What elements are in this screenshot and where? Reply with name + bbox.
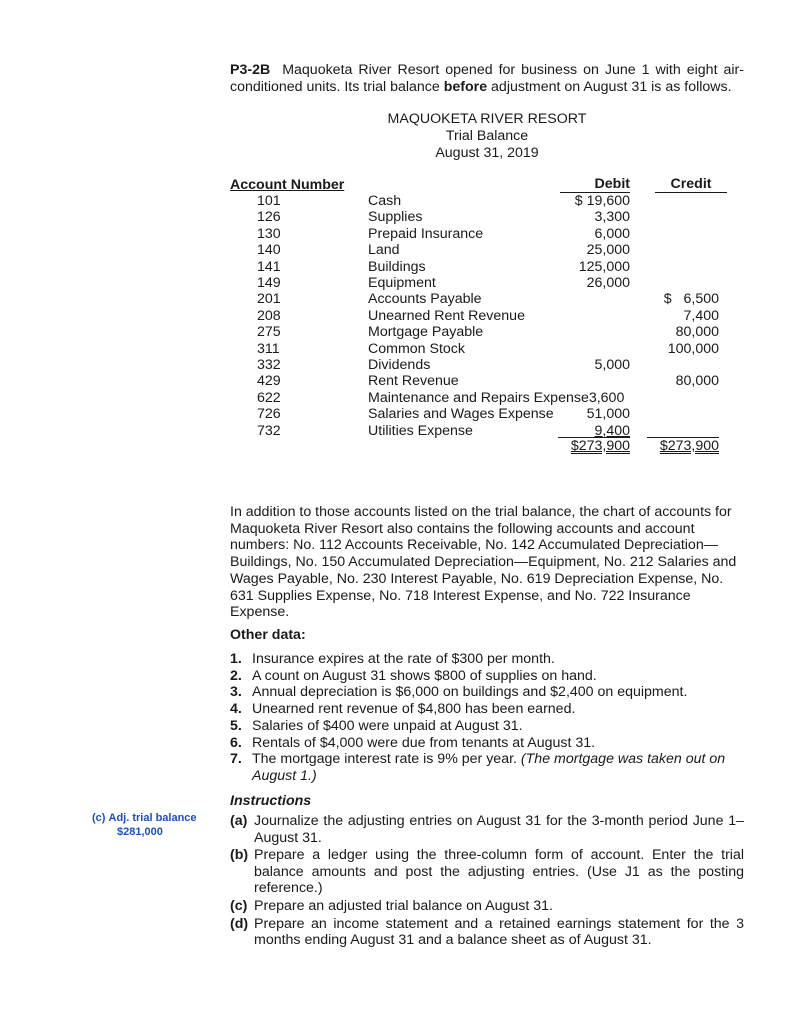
- debit-amount: $ 19,600: [574, 193, 630, 209]
- account-number: 208: [257, 307, 281, 324]
- list-item: 4. Unearned rent revenue of $4,800 has been earned.: [230, 701, 576, 718]
- account-number: 622: [257, 389, 281, 406]
- instruction-item: (b) Prepare a ledger using the three-column form of account. Enter the trial balance amounts and post the adjusting entries. (Use J1 as the posting reference.): [230, 847, 744, 897]
- problem-intro: [230, 62, 744, 96]
- account-name: Mortgage Payable: [368, 324, 484, 341]
- instructions-list: [230, 813, 744, 950]
- account-name: Equipment: [368, 275, 436, 291]
- credit-amount: 100,000: [667, 340, 719, 357]
- side-note-line1: Adj. trial balance: [108, 812, 197, 824]
- chart-of-accounts-paragraph: In addition to those accounts listed on the trial balance, the chart of accounts for Maquoketa River Resort also contains the following accounts and account numbers: No. 112 Accounts Receivable, No. 142 Accumulated Depreciation—Buildings, No. 150 Accumulated Depreciation—Equipment, No. 212 Salaries and Wages Payable, No. 230 Interest Payable, No. 619 Depreciation Expense, No. 631 Supplies Expense, No. 718 Interest Expense, and No. 722 Insurance Expense.: [230, 504, 737, 621]
- account-number: 149: [257, 275, 281, 291]
- instruction-item: (d) Prepare an income statement and a retained earnings statement for the 3 months ending August 31 and a balance sheet as of August 31.: [230, 915, 744, 949]
- intro-text-pre: Maquoketa River Resort opened for business on June 1 with eight air-conditioned units. Its trial balance: [230, 62, 744, 95]
- table-row: [0, 390, 789, 406]
- table-row: [0, 259, 789, 275]
- account-number: 126: [257, 209, 281, 226]
- col-account-number: Account Number: [230, 177, 345, 193]
- total-credit: $273,900: [647, 437, 719, 455]
- debit-amount: 3,300: [594, 209, 630, 226]
- statement-date: August 31, 2019: [435, 145, 539, 161]
- list-item: 3. Annual depreciation is $6,000 on buildings and $2,400 on equipment.: [230, 684, 688, 701]
- list-item: 7. The mortgage interest rate is 9% per year. (The mortgage was taken out on August 1.): [230, 751, 726, 784]
- debit-amount: 5,000: [594, 357, 630, 373]
- account-name: Rent Revenue: [368, 373, 459, 390]
- list-item: 6. Rentals of $4,000 were due from tenants at August 31.: [230, 734, 596, 751]
- account-name: Prepaid Insurance: [368, 225, 484, 242]
- account-name: Common Stock: [368, 340, 465, 357]
- account-name: Accounts Payable: [368, 291, 482, 308]
- instructions-title: Instructions: [230, 793, 312, 809]
- list-item: 2. A count on August 31 shows $800 of supplies on hand.: [230, 667, 597, 684]
- account-name: Cash: [368, 193, 402, 209]
- statement-title: Trial Balance: [445, 128, 529, 144]
- debit-amount: 6,000: [594, 225, 630, 242]
- table-row: [0, 341, 789, 357]
- debit-amount: 26,000: [586, 275, 630, 291]
- debit-amount: 9,400: [594, 422, 630, 439]
- account-number: 201: [257, 291, 281, 308]
- account-name: Buildings: [368, 258, 426, 275]
- table-row: [0, 242, 789, 258]
- debit-amount: 25,000: [586, 242, 630, 259]
- account-number: 101: [257, 193, 281, 209]
- credit-amount: 7,400: [683, 307, 719, 324]
- table-row: [0, 357, 789, 373]
- list-item: 1. Insurance expires at the rate of $300 per month.: [230, 651, 555, 667]
- other-data-title: Other data:: [230, 627, 306, 643]
- side-note: [92, 811, 197, 839]
- other-data-list: [230, 651, 744, 785]
- side-note-line2: $281,000: [117, 826, 163, 838]
- table-header-row: [0, 177, 789, 193]
- account-name: Salaries and Wages Expense: [368, 406, 554, 423]
- side-note-label: (c): [92, 812, 106, 824]
- table-row: [0, 291, 789, 307]
- debit-amount: 125,000: [578, 258, 630, 275]
- account-name: Land: [368, 242, 400, 259]
- credit-amount: $ 6,500: [663, 291, 719, 308]
- table-row: [0, 406, 789, 422]
- instruction-item: (c) Prepare an adjusted trial balance on August 31.: [230, 897, 553, 914]
- account-number: 332: [257, 357, 281, 373]
- col-debit: Debit: [560, 177, 630, 193]
- col-credit: Credit: [655, 177, 727, 193]
- problem-code: P3-2B: [230, 62, 271, 78]
- account-number: 429: [257, 373, 281, 390]
- table-row: [0, 324, 789, 340]
- instruction-item: (a) Journalize the adjusting entries on August 31 for the 3-month period June 1–August 31.: [230, 813, 744, 846]
- credit-amount: 80,000: [675, 324, 719, 341]
- debit-amount: 51,000: [586, 406, 630, 423]
- total-debit: $273,900: [558, 437, 630, 455]
- table-row: [0, 275, 789, 291]
- table-row: [0, 226, 789, 242]
- credit-amount: 80,000: [675, 373, 719, 390]
- company-name: MAQUOKETA RIVER RESORT: [387, 111, 587, 127]
- totals-row: [0, 437, 789, 453]
- table-row: [0, 373, 789, 389]
- account-number: 732: [257, 422, 281, 439]
- account-name: Unearned Rent Revenue: [368, 307, 525, 324]
- intro-text-bold: before: [443, 79, 488, 95]
- account-name: Utilities Expense: [368, 422, 473, 439]
- account-number: 141: [257, 258, 281, 275]
- account-name: Dividends: [368, 357, 431, 373]
- account-number: 275: [257, 324, 281, 341]
- account-name: Supplies: [368, 209, 423, 226]
- table-row: [0, 209, 789, 225]
- account-number: 311: [257, 340, 280, 357]
- account-name: Maintenance and Repairs Expense3,600: [368, 389, 625, 406]
- account-number: 140: [257, 242, 281, 259]
- table-row: [0, 193, 789, 209]
- table-row: [0, 308, 789, 324]
- list-item: 5. Salaries of $400 were unpaid at August 31.: [230, 717, 523, 734]
- intro-text-post: adjustment on August 31 is as follows.: [487, 79, 732, 95]
- account-number: 130: [257, 225, 281, 242]
- account-number: 726: [257, 406, 281, 423]
